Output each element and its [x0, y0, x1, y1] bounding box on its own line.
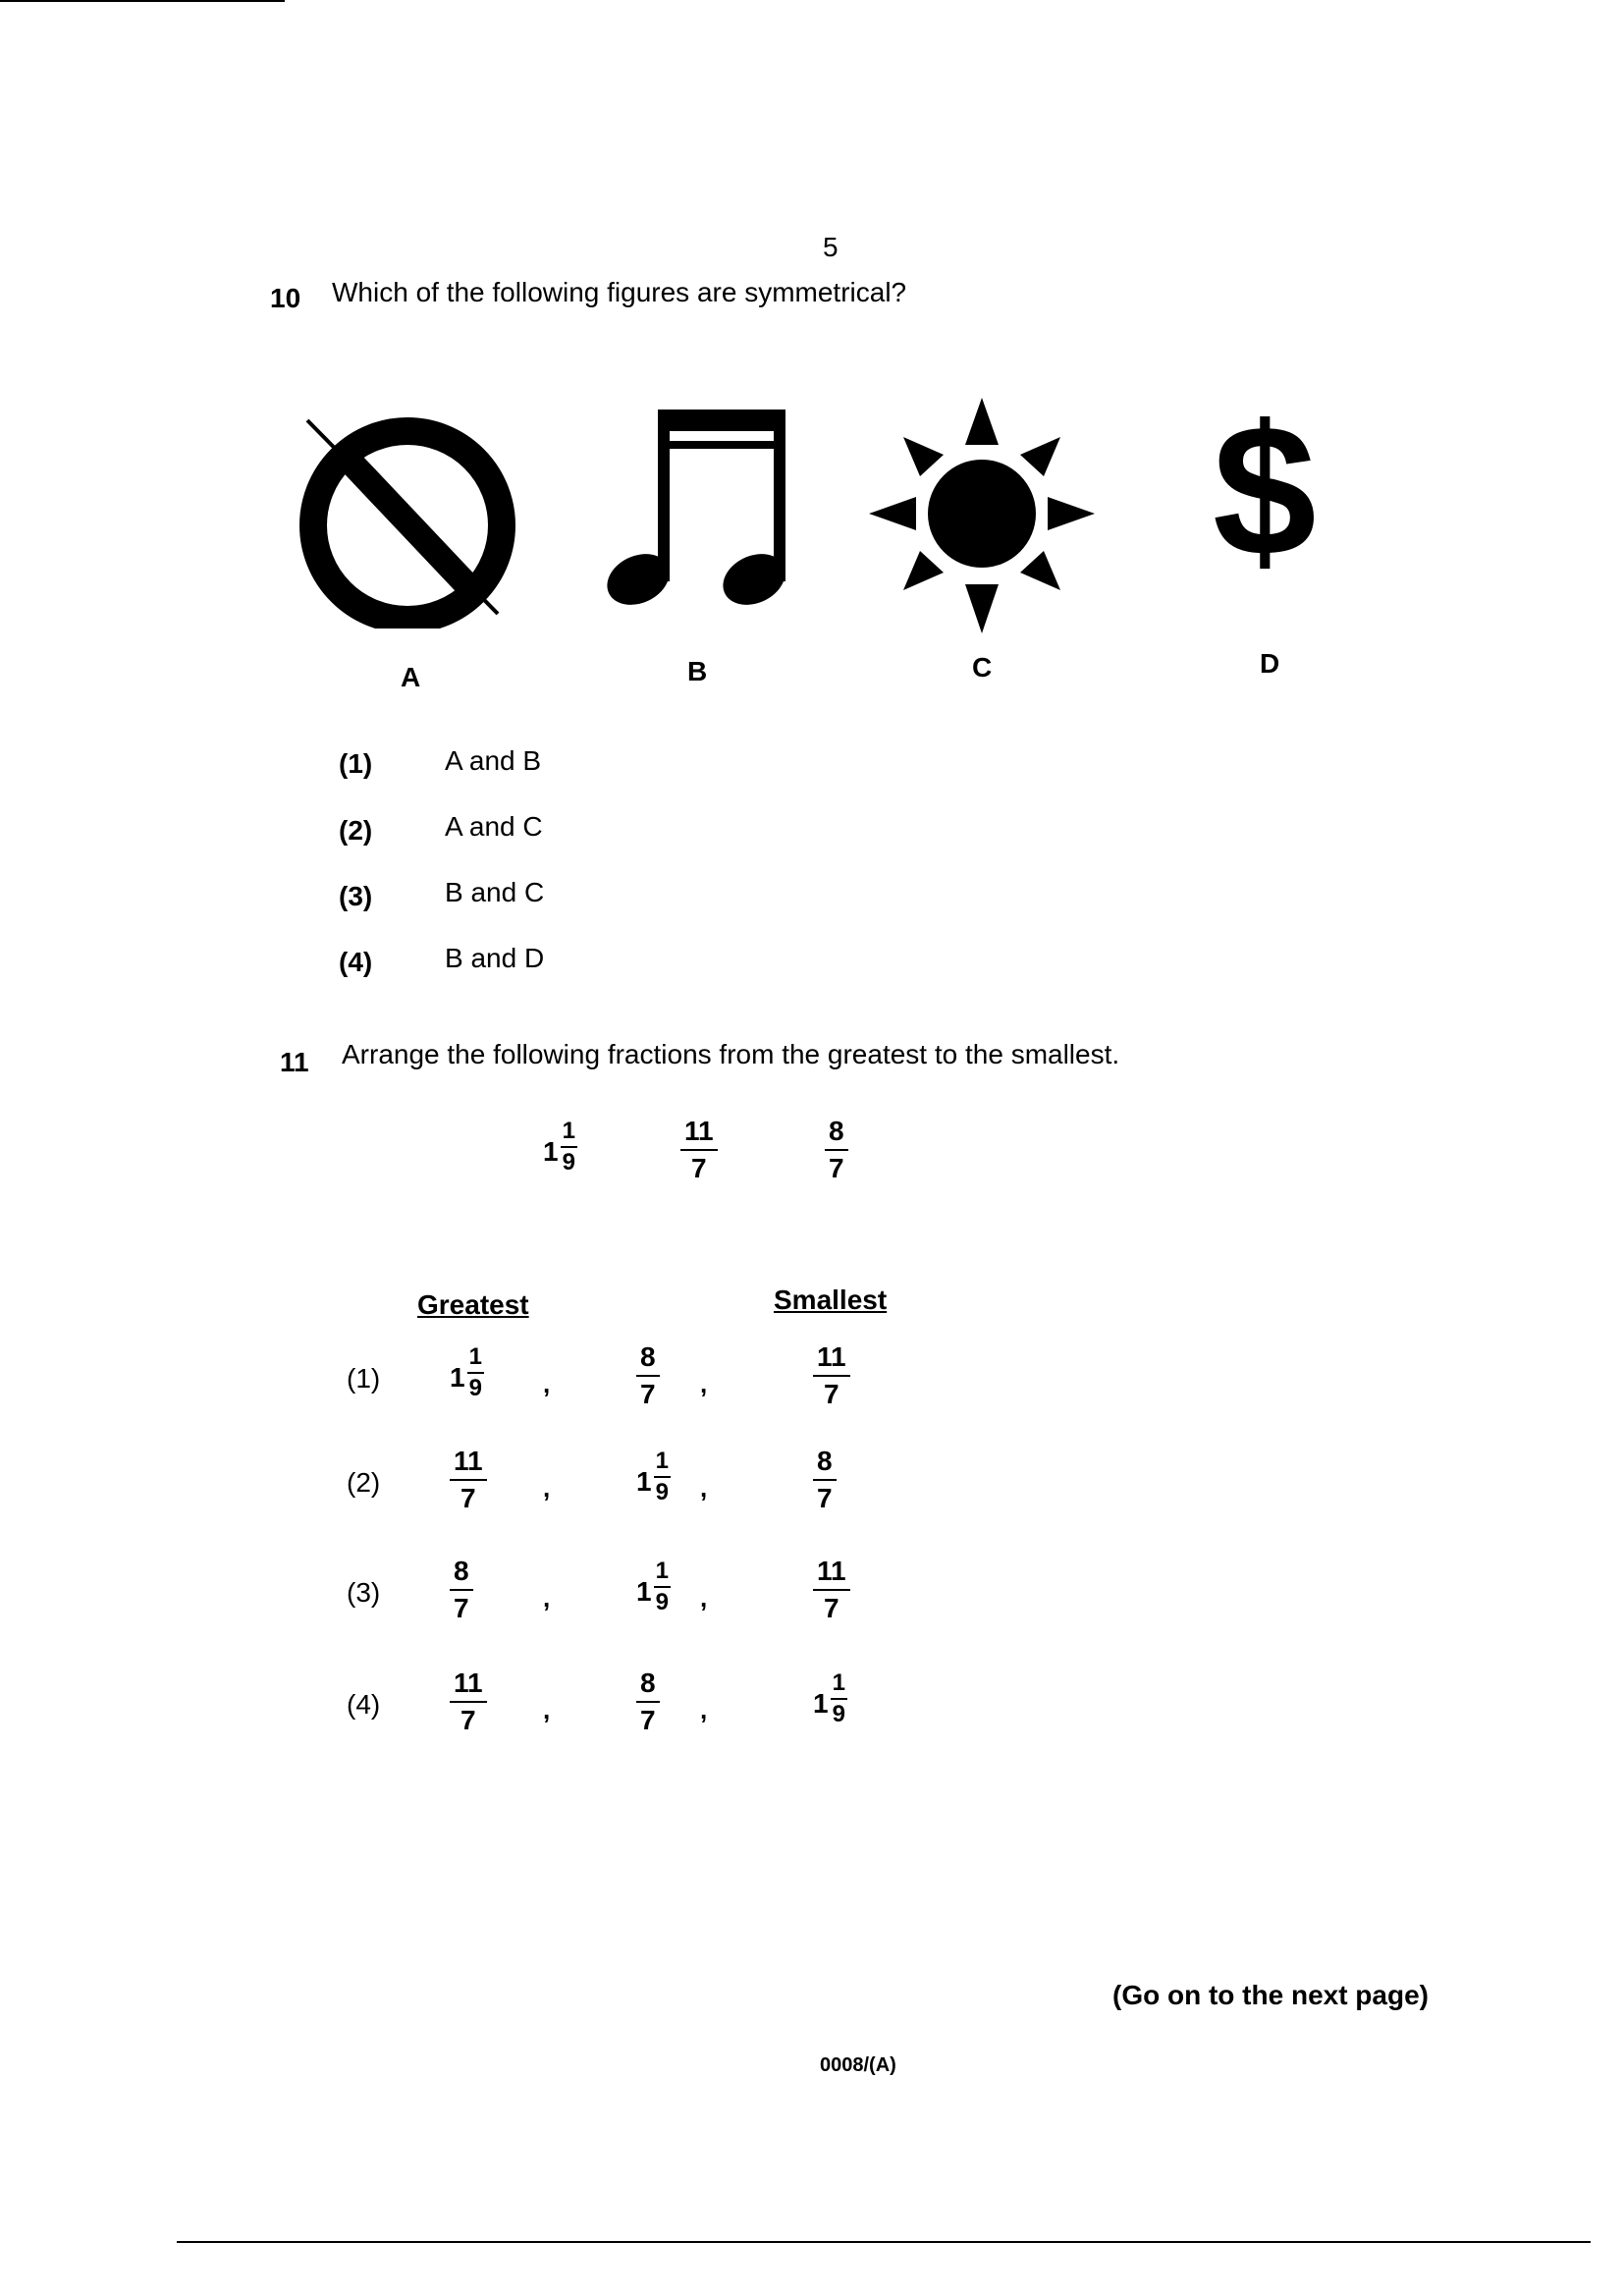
separator-comma: , [700, 1473, 708, 1503]
denominator: 7 [817, 1483, 833, 1513]
q11-option-2-fraction-1 [450, 1448, 487, 1512]
bottom-scan-rule [177, 2241, 1591, 2243]
denominator: 7 [824, 1379, 839, 1409]
denominator: 9 [655, 1589, 669, 1615]
music-note-icon [604, 408, 800, 609]
q11-option-1-fraction-1 [450, 1345, 484, 1400]
separator-comma: , [700, 1369, 708, 1398]
page-number: 5 [823, 232, 839, 262]
question-11-text: Arrange the following fractions from the greatest to the smallest. [342, 1039, 1120, 1069]
q11-option-3-fraction-3 [813, 1558, 850, 1622]
q11-option-3-fraction-2 [636, 1559, 671, 1614]
numerator: 8 [813, 1448, 837, 1481]
sun-icon [869, 398, 1095, 638]
q10-option-4-number: (4) [339, 947, 373, 977]
numerator: 1 [467, 1345, 484, 1374]
q11-option-3-number[interactable]: (3) [347, 1577, 381, 1608]
q10-option-2-number: (2) [339, 815, 373, 846]
denominator: 7 [829, 1153, 844, 1183]
numerator: 1 [561, 1120, 577, 1148]
go-on-next-page: (Go on to the next page) [1112, 1980, 1429, 2010]
given-fraction-2 [680, 1118, 718, 1182]
whole-part: 1 [450, 1362, 465, 1393]
denominator: 7 [824, 1593, 839, 1623]
denominator: 7 [460, 1705, 476, 1735]
top-scan-rule [0, 0, 285, 2]
whole-part: 1 [813, 1688, 829, 1719]
q11-option-2-number[interactable]: (2) [347, 1467, 381, 1498]
denominator: 7 [454, 1593, 469, 1623]
numerator: 11 [813, 1343, 850, 1377]
q10-option-2-text[interactable]: A and C [445, 811, 543, 842]
numerator: 1 [831, 1671, 847, 1700]
denominator: 9 [832, 1701, 845, 1727]
q11-option-1-number[interactable]: (1) [347, 1363, 381, 1394]
denominator: 7 [640, 1379, 656, 1409]
separator-comma: , [543, 1369, 551, 1398]
q11-option-2-fraction-3 [813, 1448, 837, 1512]
q11-option-2-fraction-2 [636, 1449, 671, 1504]
paper-code: 0008/(A) [820, 2054, 896, 2076]
figure-label-a: A [401, 662, 421, 692]
numerator: 11 [450, 1669, 487, 1703]
numerator: 8 [450, 1558, 473, 1591]
denominator: 7 [640, 1705, 656, 1735]
prohibition-sign-icon [290, 412, 525, 629]
figure-label-b: B [687, 656, 708, 686]
header-smallest: Smallest [774, 1285, 888, 1315]
q10-option-3-number: (3) [339, 881, 373, 911]
numerator: 8 [636, 1669, 660, 1703]
numerator: 11 [813, 1558, 850, 1591]
question-10-number: 10 [270, 283, 301, 313]
q11-option-4-fraction-3 [813, 1671, 847, 1726]
q11-option-4-number[interactable]: (4) [347, 1689, 381, 1720]
given-fraction-1 [543, 1120, 577, 1175]
figure-label-d: D [1260, 648, 1280, 679]
question-10-text: Which of the following figures are symmetrical? [332, 277, 907, 307]
given-fraction-3 [825, 1118, 848, 1182]
header-greatest: Greatest [417, 1289, 529, 1320]
q11-option-3-fraction-1 [450, 1558, 473, 1622]
q11-option-4-fraction-2 [636, 1669, 660, 1734]
question-11-number: 11 [280, 1047, 309, 1077]
denominator: 7 [691, 1153, 707, 1183]
q10-option-4-text[interactable]: B and D [445, 943, 545, 973]
whole-part: 1 [636, 1576, 652, 1607]
q11-option-1-fraction-3 [813, 1343, 850, 1408]
separator-comma: , [700, 1695, 708, 1724]
denominator: 9 [468, 1375, 482, 1401]
numerator: 1 [654, 1449, 671, 1478]
q10-option-1-text[interactable]: A and B [445, 745, 542, 776]
separator-comma: , [543, 1695, 551, 1724]
separator-comma: , [700, 1583, 708, 1613]
figure-label-c: C [972, 652, 993, 683]
denominator: 7 [460, 1483, 476, 1513]
numerator: 11 [450, 1448, 487, 1481]
separator-comma: , [543, 1583, 551, 1613]
denominator: 9 [655, 1479, 669, 1505]
whole-part: 1 [543, 1136, 559, 1167]
denominator: 9 [562, 1149, 575, 1175]
numerator: 1 [654, 1559, 671, 1588]
separator-comma: , [543, 1473, 551, 1503]
q11-option-1-fraction-2 [636, 1343, 660, 1408]
q10-option-3-text[interactable]: B and C [445, 877, 545, 907]
numerator: 11 [680, 1118, 718, 1151]
numerator: 8 [825, 1118, 848, 1151]
dollar-sign-icon: $ [1213, 387, 1317, 595]
q11-option-4-fraction-1 [450, 1669, 487, 1734]
numerator: 8 [636, 1343, 660, 1377]
q10-option-1-number: (1) [339, 748, 373, 779]
whole-part: 1 [636, 1466, 652, 1497]
